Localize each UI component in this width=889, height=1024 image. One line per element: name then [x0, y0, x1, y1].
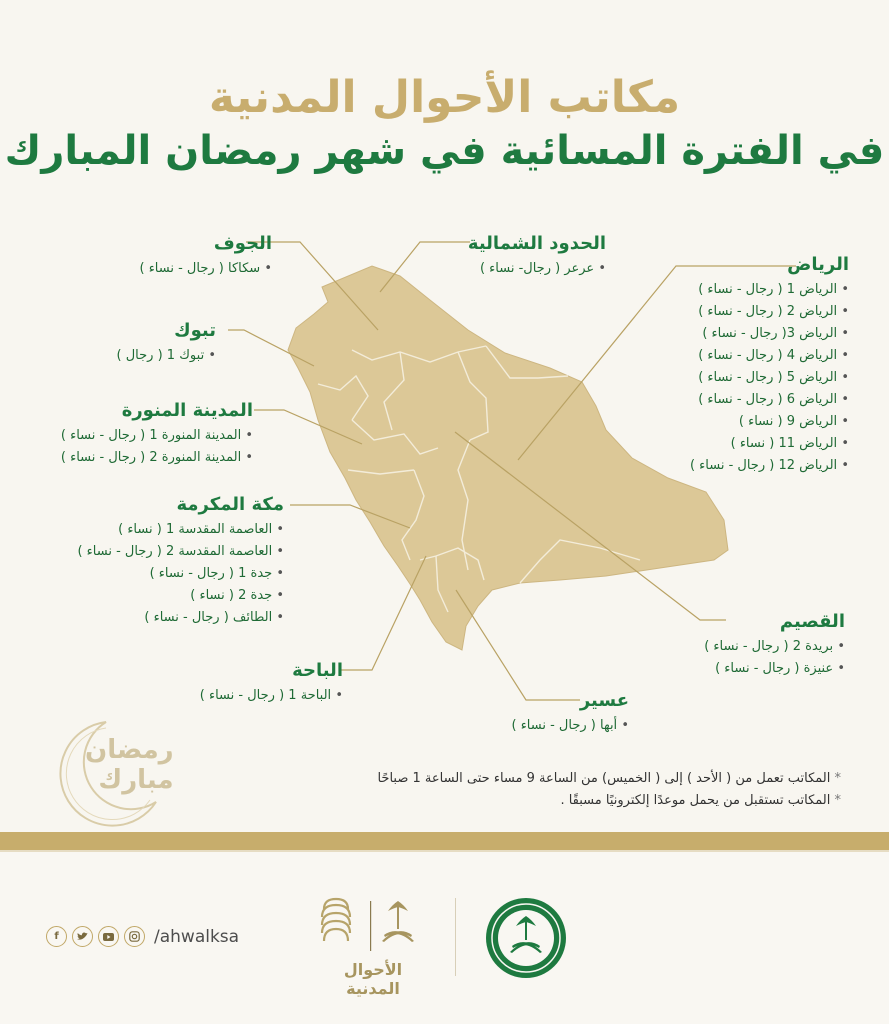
region-name: مكة المكرمة: [176, 494, 284, 515]
office-item: • المدينة المنورة 1 ( رجال - نساء ): [61, 425, 253, 447]
office-item: • الرياض 3( رجال - نساء ): [690, 323, 849, 345]
region-name: القصيم: [779, 611, 845, 632]
social-links: [46, 926, 239, 947]
footer-divider: [455, 898, 456, 976]
office-item: • الرياض 1 ( رجال - نساء ): [690, 279, 849, 301]
title-main: مكاتب الأحوال المدنية: [208, 72, 681, 123]
note-item: * المكاتب تعمل من ( الأحد ) إلى ( الخميس) من الساعة 9 مساء حتى الساعة 1 صباحًا: [377, 768, 841, 790]
region-name: عسير: [579, 690, 629, 711]
office-item: • الرياض 12 ( رجال - نساء ): [690, 455, 849, 477]
office-item: • بريدة 2 ( رجال - نساء ): [704, 636, 845, 658]
office-item: • المدينة المنورة 2 ( رجال - نساء ): [61, 447, 253, 469]
office-item: • جدة 1 ( رجال - نساء ): [77, 563, 284, 585]
office-item: • سكاكا ( رجال - نساء ): [139, 258, 272, 280]
office-item: • الرياض 11 ( نساء ): [690, 433, 849, 455]
office-item: • الطائف ( رجال - نساء ): [77, 607, 284, 629]
ramadan-line1: رمضان: [85, 735, 174, 765]
ministry-emblem-icon: [484, 896, 568, 980]
region-madinah: [61, 400, 253, 469]
ramadan-line2: مبارك: [98, 765, 174, 795]
office-item: • العاصمة المقدسة 2 ( رجال - نساء ): [77, 541, 284, 563]
region-name: الرياض: [787, 254, 849, 275]
region-name: الحدود الشمالية: [467, 233, 606, 254]
office-item: • الرياض 6 ( رجال - نساء ): [690, 389, 849, 411]
ramadan-greeting: [85, 735, 174, 795]
office-item: • أبها ( رجال - نساء ): [511, 715, 629, 737]
office-item: • عنيزة ( رجال - نساء ): [704, 658, 845, 680]
office-item: • تبوك 1 ( رجال ): [117, 345, 216, 367]
agency-logo-text: الأحوال المدنية: [343, 960, 403, 998]
region-name: الباحة: [292, 660, 343, 681]
working-hours-notes: [377, 768, 841, 812]
twitter-icon[interactable]: [72, 926, 93, 947]
instagram-icon[interactable]: [124, 926, 145, 947]
region-tabuk: [117, 320, 216, 367]
region-jouf: [139, 233, 272, 280]
social-handle[interactable]: /ahwalksa: [154, 926, 240, 947]
office-item: • الرياض 9 ( نساء ): [690, 411, 849, 433]
office-item: • الرياض 5 ( رجال - نساء ): [690, 367, 849, 389]
office-item: • الرياض 2 ( رجال - نساء ): [690, 301, 849, 323]
region-asir: [511, 690, 629, 737]
region-name: المدينة المنورة: [121, 400, 253, 421]
facebook-icon[interactable]: f: [46, 926, 67, 947]
office-item: • الباحة 1 ( رجال - نساء ): [200, 685, 343, 707]
region-northern-borders: [468, 233, 606, 280]
office-item: • الرياض 4 ( رجال - نساء ): [690, 345, 849, 367]
region-name: الجوف: [213, 233, 272, 254]
region-makkah: [77, 494, 284, 629]
note-item: * المكاتب تستقبل من يحمل موعدًا إلكترونيًا مسبقًا .: [377, 790, 841, 812]
region-qassim: [704, 611, 845, 680]
office-item: • عرعر ( رجال- نساء ): [468, 258, 606, 280]
region-riyadh: [690, 254, 849, 477]
office-item: • العاصمة المقدسة 1 ( نساء ): [77, 519, 284, 541]
country-outline: [288, 266, 728, 650]
footer-band: [0, 832, 889, 850]
region-name: تبوك: [174, 320, 216, 341]
title-subtitle: في الفترة المسائية في شهر رمضان المبارك: [4, 128, 885, 174]
region-baha: [200, 660, 343, 707]
youtube-icon[interactable]: [98, 926, 119, 947]
office-item: • جدة 2 ( نساء ): [77, 585, 284, 607]
civil-affairs-logo-icon: [318, 895, 428, 957]
